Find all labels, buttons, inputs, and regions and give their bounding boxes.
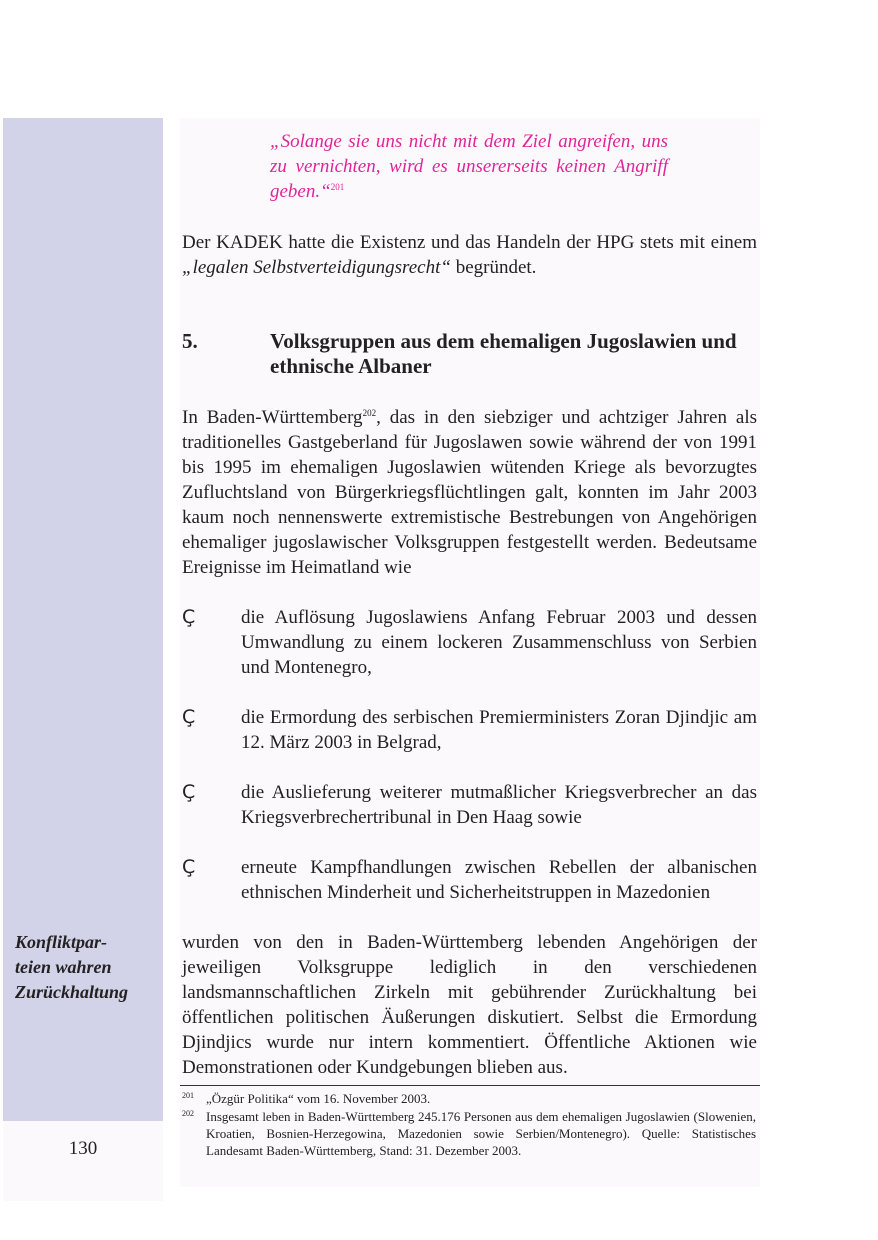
section-number: 5. [182,329,198,353]
main-content [180,118,760,1187]
margin-note-line: teien wahren [15,957,112,977]
bullet-text: die Auflösung Jugoslawiens Anfang Februar 2003 und dessen Umwandlung zu einem lockeren Zusammenschluss von Serbien und Montenegro, [241,607,757,678]
intro-text: Der KADEK hatte die Existenz und das Handeln der HPG stets mit einem [182,232,757,253]
quote-text: „Solange sie uns nicht mit dem Ziel angreifen, uns zu vernichten, wird es unsererseits keinen Angriff geben.“ [270,131,668,202]
footnote-number: 201 [182,1091,194,1100]
margin-note [15,930,165,1005]
footnote-text: Insgesamt leben in Baden-Württemberg 245.176 Personen aus dem ehemaligen Jugoslawien (Slowenien, Kroatien, Bosnien-Herzegowina, Mazedonien sowie Serbien/Montenegro). Quelle: Statistisches Landesamt Baden-Württemberg, Stand: 31. Dezember 2003. [206,1109,756,1158]
margin-note-line: Zurückhaltung [15,982,129,1002]
paragraph-text: In Baden-Württemberg [182,407,363,428]
bullet-marker-icon: Ç [182,781,196,803]
bullet-marker-icon: Ç [182,706,196,728]
intro-text-end: begründet. [450,257,537,278]
footnote-ref-202[interactable]: 202 [362,408,377,418]
bullet-marker-icon: Ç [182,856,196,878]
footnote-text: „Özgür Politika“ vom 16. November 2003. [206,1091,431,1106]
intro-paragraph [182,230,757,280]
block-quote [270,129,668,204]
section-title: Volksgruppen aus dem ehemaligen Jugoslawien und ethnische Albaner [270,329,737,378]
body-paragraph-2: wurden von den in Baden-Württemberg lebenden Angehörigen der jeweiligen Volksgruppe lediglich in den verschiedenen landsmannschaftlichen Zirkeln mit gebührender Zurückhaltung bei öffentlichen politischen Äußerungen diskutiert. Selbst die Ermordung Djindjics wurde nur intern kommentiert. Öffentliche Aktionen wie Demonstrationen oder Kundgebungen blieben aus. [182,932,757,1078]
footnote-ref-201[interactable]: 201 [330,182,345,192]
footnote-number: 202 [182,1109,194,1118]
page-number: 130 [68,1138,98,1159]
bullet-text: die Ermordung des serbischen Premierministers Zoran Djindjic am 12. März 2003 in Belgrad, [241,707,757,753]
bullet-text: die Auslieferung weiterer mutmaßlicher Kriegsverbrecher an das Kriegsverbrechertribunal in Den Haag sowie [241,782,757,828]
bullet-text: erneute Kampfhandlungen zwischen Rebellen der albanischen ethnischen Minderheit und Sicherheitstruppen in Mazedonien [241,857,757,903]
bullet-marker-icon: Ç [182,606,196,628]
paragraph-text-rest: , das in den siebziger und achtziger Jahren als traditionelles Gastgeberland für Jugoslawen sowie während der von 1991 bis 1995 im ehemaligen Jugoslawien wütenden Kriege als bevorzugtes Zufluchtsland von Bürgerkriegsflüchtlingen galt, konnten im Jahr 2003 kaum noch nennenswerte extremistische Bestrebungen von Angehörigen ehemaliger jugoslawischer Volksgruppen festgestellt werden. Bedeutsame Ereignisse im Heimatland wie [182,407,758,578]
page-number-area [3,1121,163,1201]
footnote-divider [180,1085,760,1086]
body-paragraph-1 [182,405,757,580]
margin-note-line: Konfliktpar- [15,932,108,952]
intro-italic: „legalen Selbstverteidigungsrecht“ [182,257,451,278]
